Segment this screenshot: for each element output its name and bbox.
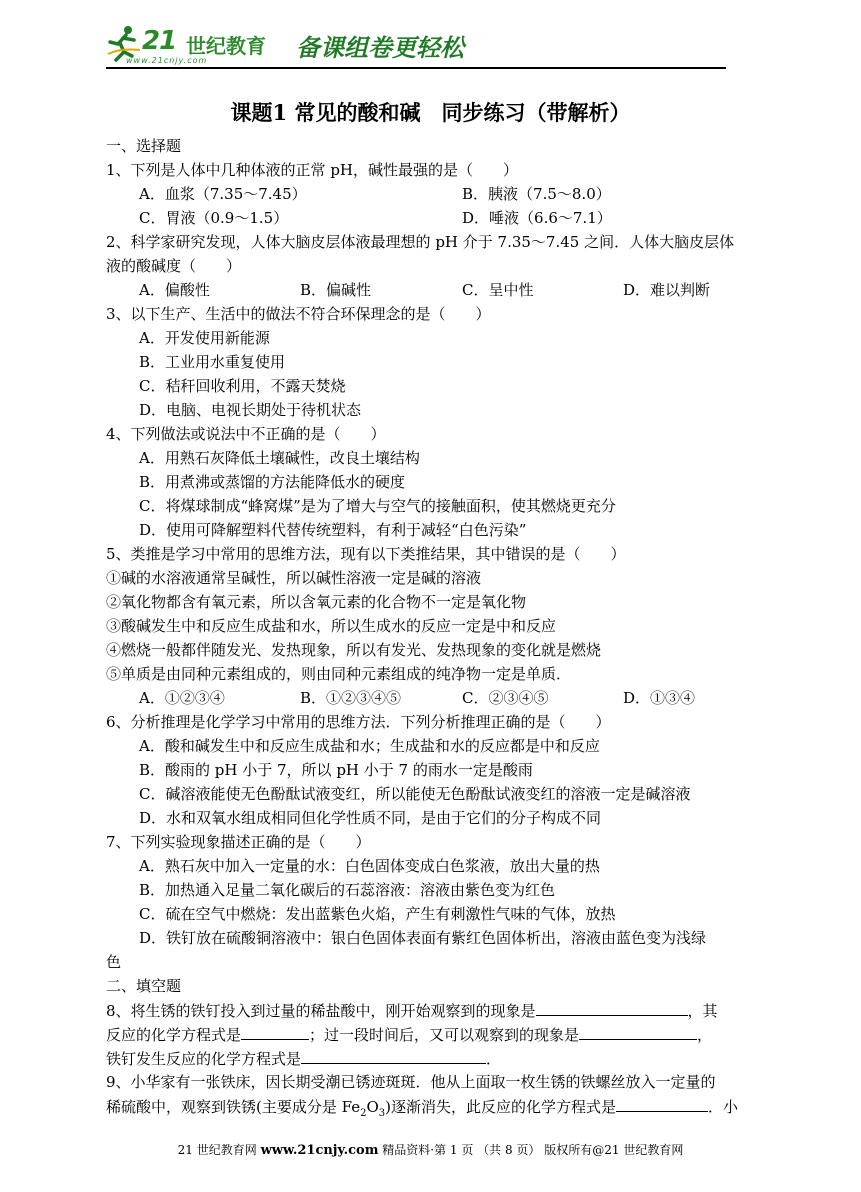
- q2-option-c: C．呈中性: [462, 281, 534, 299]
- q9-sub-2: 2: [360, 1108, 367, 1119]
- q8-blank-2[interactable]: [241, 1024, 309, 1040]
- page-header: [106, 24, 728, 70]
- q5-item-2: ②氧化物都含有氧元素，所以含氧元素的化合物不一定是氧化物: [106, 593, 527, 611]
- q5-option-d: D．①③④: [623, 689, 696, 707]
- q5-item-5: ⑤单质是由同种元素组成的，则由同种元素组成的纯净物一定是单质．: [106, 665, 572, 683]
- q9-line2: [106, 1096, 738, 1124]
- q2-option-d: D．难以判断: [623, 281, 711, 299]
- q4-option-c: C．将煤球制成“蜂窝煤”是为了增大与空气的接触面积，使其燃烧更充分: [139, 497, 616, 515]
- q1-option-c: C．胃液（0.9～1.5）: [139, 209, 289, 227]
- q1-option-a: A．血浆（7.35～7.45）: [139, 185, 307, 203]
- q3-option-c: C．秸秆回收利用，不露天焚烧: [139, 377, 346, 395]
- q6-stem: 6、分析推理是化学学习中常用的思维方法．下列分析推理正确的是（ ）: [106, 713, 611, 731]
- q8-text-3: 反应的化学方程式是: [106, 1026, 242, 1044]
- q8-text-1: 8、将生锈的铁钉投入到过量的稀盐酸中，刚开始观察到的现象是: [106, 1002, 536, 1020]
- q9-text-3: ．小: [708, 1098, 739, 1116]
- q8-blank-3[interactable]: [579, 1024, 697, 1040]
- q8-text-5: ，: [697, 1026, 713, 1044]
- q8-line1: [106, 1000, 718, 1021]
- q8-blank-1[interactable]: [536, 1000, 688, 1016]
- q9-text-2: )逐渐消失，此反应的化学方程式是: [385, 1098, 617, 1116]
- q8-line3: [106, 1048, 501, 1069]
- q7-stem: 7、下列实验现象描述正确的是（ ）: [106, 833, 371, 851]
- q9-line1: 9、小华家有一张铁床，因长期受潮已锈迹斑斑．他从上面取一枚生锈的铁螺丝放入一定量的: [106, 1073, 716, 1091]
- q5-item-4: ④燃烧一般都伴随发光、发热现象，所以有发光、发热现象的变化就是燃烧: [106, 641, 602, 659]
- q6-option-a: A．酸和碱发生中和反应生成盐和水；生成盐和水的反应都是中和反应: [139, 737, 600, 755]
- q7-option-a: A．熟石灰中加入一定量的水：白色固体变成白色浆液，放出大量的热: [139, 857, 600, 875]
- q9-sub-3: 3: [378, 1108, 386, 1119]
- q7-option-c: C．硫在空气中燃烧：发出蓝紫色火焰，产生有刺激性气味的气体，放热: [139, 905, 616, 923]
- q7-option-d-cont: 色: [106, 953, 122, 971]
- q6-option-c: C．碱溶液能使无色酚酞试液变红，所以能使无色酚酞试液变红的溶液一定是碱溶液: [139, 785, 691, 803]
- q8-blank-4[interactable]: [301, 1048, 486, 1064]
- q5-option-a: A．①②③④: [139, 689, 225, 707]
- logo-text: 世纪教育: [186, 34, 266, 58]
- q1-stem: 1、下列是人体中几种体液的正常 pH，碱性最强的是（ ）: [106, 161, 518, 179]
- header-divider: [106, 67, 726, 69]
- q2-stem-line2: 液的酸碱度（ ）: [106, 257, 242, 275]
- q5-item-3: ③酸碱发生中和反应生成盐和水，所以生成水的反应一定是中和反应: [106, 617, 557, 635]
- q2-option-b: B．偏碱性: [300, 281, 372, 299]
- q1-option-b: B．胰液（7.5～8.0）: [462, 185, 611, 203]
- q4-stem: 4、下列做法或说法中不正确的是（ ）: [106, 425, 386, 443]
- q8-text-4: ；过一段时间后，又可以观察到的现象是: [309, 1026, 580, 1044]
- q7-option-d: D．铁钉放在硫酸铜溶液中：银白色固体表面有紫红色固体析出，溶液由蓝色变为浅绿: [139, 929, 707, 947]
- section-heading-choice: 一、选择题: [106, 137, 182, 155]
- q9-text-1: 稀硫酸中，观察到铁锈(主要成分是 Fe: [106, 1098, 361, 1116]
- q7-option-b: B．加热通入足量二氧化碳后的石蕊溶液：溶液由紫色变为红色: [139, 881, 556, 899]
- header-slogan: 备课组卷更轻松: [296, 34, 464, 62]
- q2-option-a: A．偏酸性: [139, 281, 210, 299]
- q3-option-b: B．工业用水重复使用: [139, 353, 286, 371]
- page-footer: [0, 1141, 861, 1158]
- q4-option-b: B．用煮沸或蒸馏的方法能降低水的硬度: [139, 473, 406, 491]
- q4-option-d: D．使用可降解塑料代替传统塑料，有利于减轻“白色污染”: [139, 521, 527, 539]
- q5-item-1: ①碱的水溶液通常呈碱性，所以碱性溶液一定是碱的溶液: [106, 569, 482, 587]
- logo-url: www.21cnjy.com: [126, 56, 208, 65]
- footer-site-link[interactable]: www.21cnjy.com: [260, 1143, 379, 1158]
- q3-option-d: D．电脑、电视长期处于待机状态: [139, 401, 362, 419]
- q4-option-a: A．用熟石灰降低土壤碱性，改良土壤结构: [139, 449, 420, 467]
- logo-number: 21: [142, 26, 177, 56]
- q8-text-7: ．: [486, 1050, 502, 1068]
- footer-left: 21 世纪教育网: [177, 1143, 261, 1157]
- q3-option-a: A．开发使用新能源: [139, 329, 270, 347]
- q9-text-o: O: [366, 1098, 379, 1116]
- q3-stem: 3、以下生产、生活中的做法不符合环保理念的是（ ）: [106, 305, 491, 323]
- q2-stem-line1: 2、科学家研究发现，人体大脑皮层体液最理想的 pH 介于 7.35～7.45 之间．人体大脑皮层体: [106, 233, 735, 251]
- q9-blank-1[interactable]: [616, 1096, 708, 1112]
- q8-text-2: ，其: [687, 1002, 718, 1020]
- section-heading-fill: 二、填空题: [106, 977, 182, 995]
- q5-option-c: C．②③④⑤: [462, 689, 549, 707]
- footer-right: 精品资料·第 1 页 （共 8 页） 版权所有@21 世纪教育网: [378, 1143, 684, 1157]
- q8-text-6: 铁钉发生反应的化学方程式是: [106, 1050, 302, 1068]
- q5-option-b: B．①②③④⑤: [300, 689, 402, 707]
- q6-option-b: B．酸雨的 pH 小于 7，所以 pH 小于 7 的雨水一定是酸雨: [139, 761, 533, 779]
- page-title: 课题1 常见的酸和碱 同步练习（带解析）: [230, 100, 631, 125]
- q5-stem: 5、类推是学习中常用的思维方法，现有以下类推结果，其中错误的是（ ）: [106, 545, 626, 563]
- q6-option-d: D．水和双氧水组成相同但化学性质不同，是由于它们的分子构成不同: [139, 809, 602, 827]
- q1-option-d: D．唾液（6.6～7.1）: [462, 209, 612, 227]
- q8-line2: [106, 1024, 712, 1045]
